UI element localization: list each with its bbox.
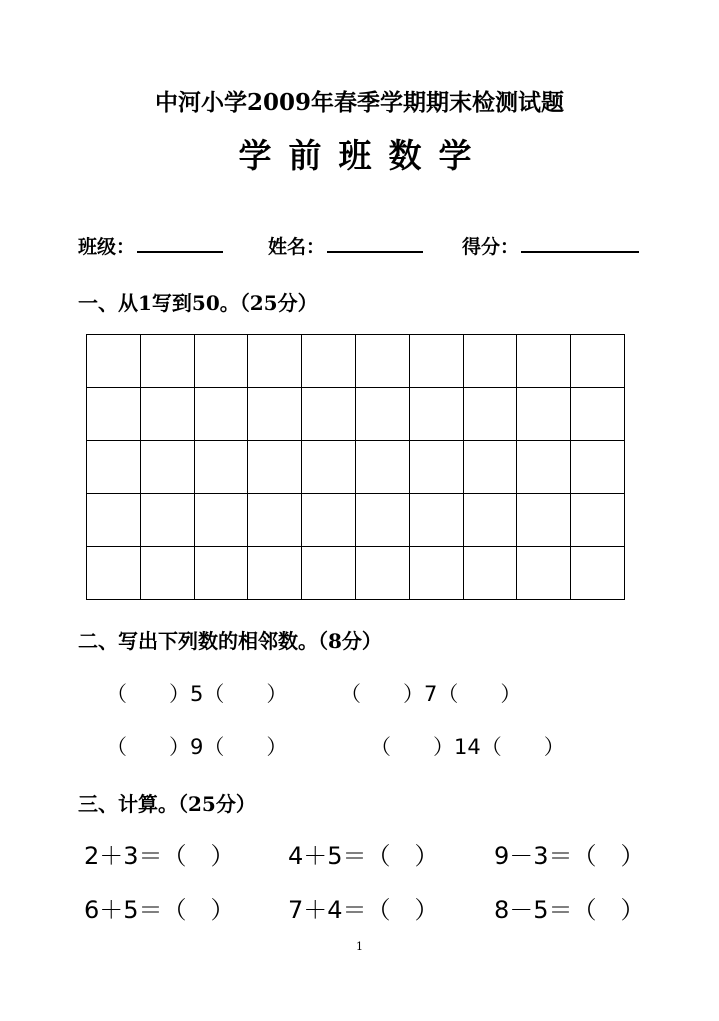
calc-problem: 2＋3＝（ ） (84, 842, 235, 870)
grid-cell[interactable] (87, 388, 141, 441)
grid-cell[interactable] (409, 494, 463, 547)
grid-cell[interactable] (194, 388, 248, 441)
score-field (462, 232, 639, 259)
grid-cell[interactable] (463, 441, 517, 494)
neighbor-item: （ ）5（ ） (106, 682, 288, 706)
grid-cell[interactable] (194, 335, 248, 388)
grid-cell[interactable] (517, 547, 571, 600)
grid-cell[interactable] (355, 335, 409, 388)
grid-cell[interactable] (463, 335, 517, 388)
grid-row (87, 335, 625, 388)
grid-cell[interactable] (571, 494, 625, 547)
grid-cell[interactable] (517, 441, 571, 494)
class-field (78, 232, 223, 259)
subject-title: 学前班数学 (238, 136, 489, 175)
school-exam-title: 中河小学2009年春季学期期末检测试题 (154, 89, 564, 116)
grid-cell[interactable] (302, 388, 356, 441)
name-field (268, 232, 423, 259)
grid-cell[interactable] (248, 441, 302, 494)
neighbor-item: （ ）7（ ） (340, 682, 522, 706)
grid-cell[interactable] (248, 335, 302, 388)
grid-cell[interactable] (87, 494, 141, 547)
grid-cell[interactable] (140, 547, 194, 600)
neighbor-item: （ ）14（ ） (370, 735, 565, 759)
grid-cell[interactable] (409, 441, 463, 494)
grid-cell[interactable] (248, 388, 302, 441)
grid-row (87, 441, 625, 494)
name-blank[interactable] (327, 233, 423, 253)
score-blank[interactable] (521, 233, 639, 253)
grid-cell[interactable] (355, 441, 409, 494)
grid-cell[interactable] (409, 388, 463, 441)
section1-heading: 一、从1写到50。（25分） (78, 291, 318, 315)
grid-cell[interactable] (248, 494, 302, 547)
grid-cell[interactable] (463, 388, 517, 441)
grid-cell[interactable] (571, 441, 625, 494)
grid-row (87, 388, 625, 441)
calc-problem: 8－5＝（ ） (494, 896, 645, 924)
grid-cell[interactable] (140, 441, 194, 494)
score-label: 得分： (462, 236, 520, 258)
grid-cell[interactable] (517, 335, 571, 388)
grid-cell[interactable] (355, 388, 409, 441)
grid-cell[interactable] (571, 547, 625, 600)
section3-heading: 三、计算。（25分） (78, 792, 256, 816)
calc-problem: 6＋5＝（ ） (84, 896, 235, 924)
grid-cell[interactable] (355, 547, 409, 600)
grid-cell[interactable] (87, 441, 141, 494)
grid-cell[interactable] (140, 494, 194, 547)
section2-heading: 二、写出下列数的相邻数。（8分） (78, 629, 382, 653)
grid-cell[interactable] (571, 388, 625, 441)
grid-cell[interactable] (571, 335, 625, 388)
grid-cell[interactable] (302, 335, 356, 388)
grid-cell[interactable] (409, 547, 463, 600)
grid-cell[interactable] (355, 494, 409, 547)
number-writing-grid (86, 334, 625, 600)
class-label: 班级： (78, 236, 136, 258)
name-label: 姓名： (268, 236, 326, 258)
grid-row (87, 547, 625, 600)
grid-cell[interactable] (248, 547, 302, 600)
grid-cell[interactable] (194, 547, 248, 600)
grid-cell[interactable] (194, 494, 248, 547)
grid-cell[interactable] (87, 335, 141, 388)
grid-cell[interactable] (87, 547, 141, 600)
grid-cell[interactable] (463, 494, 517, 547)
grid-cell[interactable] (302, 494, 356, 547)
grid-cell[interactable] (302, 441, 356, 494)
calc-problem: 9－3＝（ ） (494, 842, 645, 870)
neighbor-item: （ ）9（ ） (106, 735, 288, 759)
grid-cell[interactable] (409, 335, 463, 388)
grid-cell[interactable] (302, 547, 356, 600)
class-blank[interactable] (137, 233, 223, 253)
grid-cell[interactable] (140, 335, 194, 388)
grid-cell[interactable] (140, 388, 194, 441)
grid-cell[interactable] (517, 388, 571, 441)
page-number: 1 (356, 940, 363, 953)
grid-row (87, 494, 625, 547)
grid-cell[interactable] (463, 547, 517, 600)
grid-cell[interactable] (517, 494, 571, 547)
grid-cell[interactable] (194, 441, 248, 494)
calc-problem: 7＋4＝（ ） (288, 896, 439, 924)
calc-problem: 4＋5＝（ ） (288, 842, 439, 870)
